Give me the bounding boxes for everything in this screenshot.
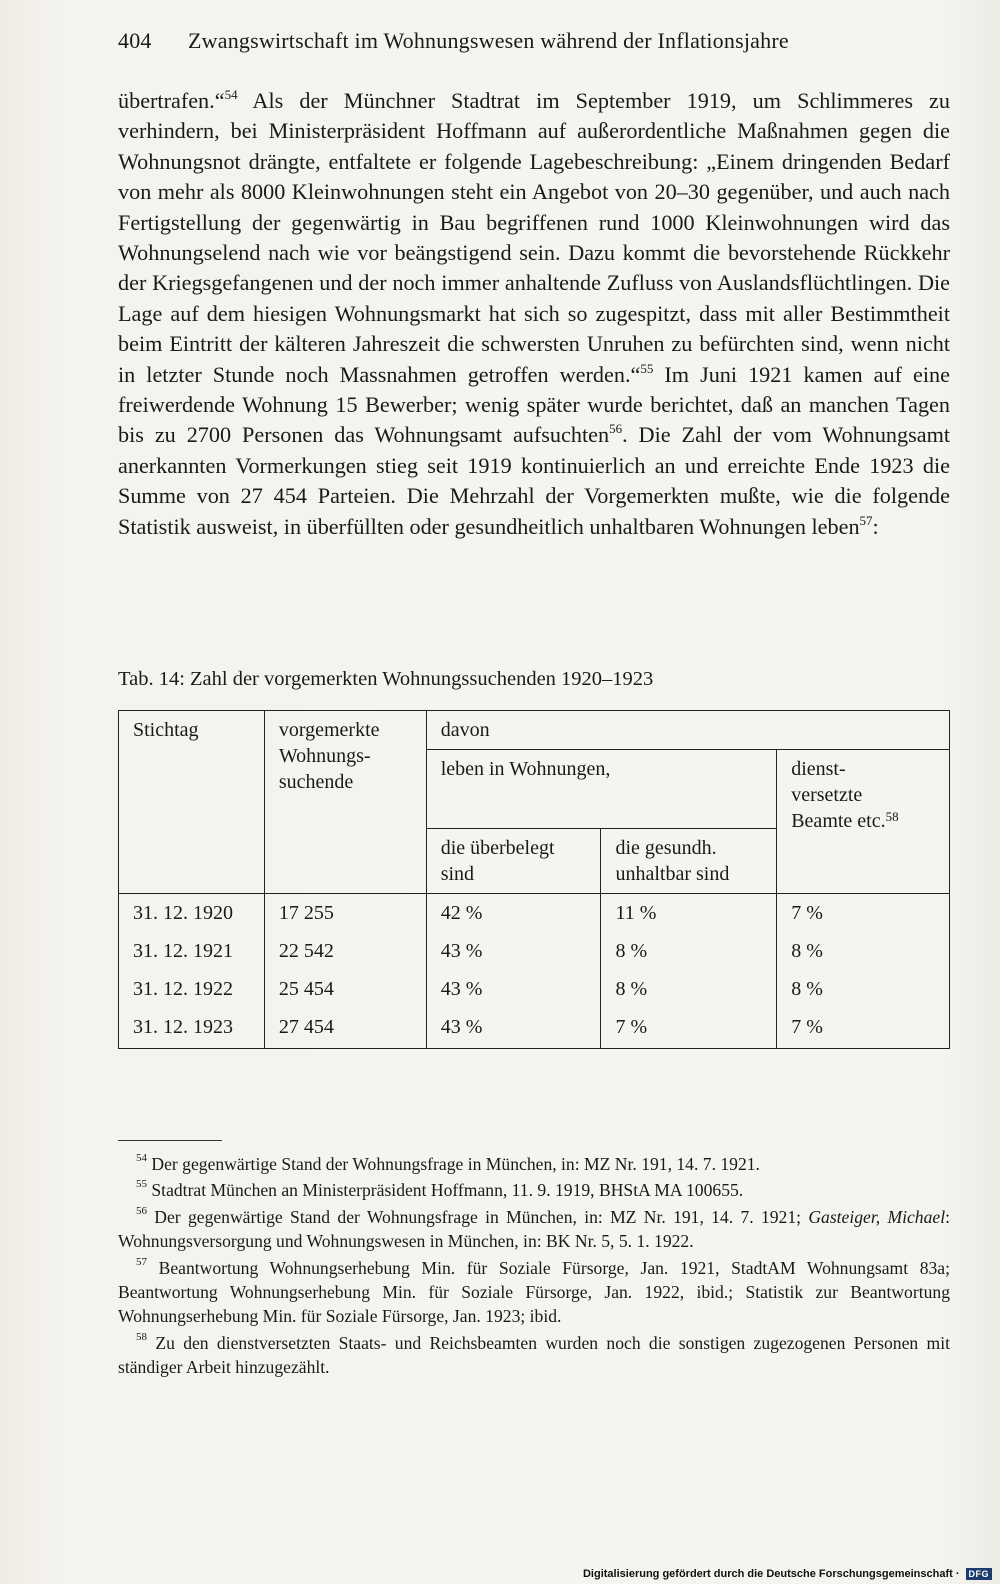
cell-stichtag: 31. 12. 1923 [119, 1010, 265, 1049]
footnote-number: 55 [136, 1178, 147, 1191]
footnote-text: Beantwortung Wohnungserhebung Min. für Soziale Fürsorge, Jan. 1921, StadtAM Wohnungsamt 83a; Beantwortung Wohnungserhebung Min. für Soziale Fürsorge, Jan. 1922, ibid.; Statistik zur Beantwortung Wohnungserhebung Min. für Soziale Fürsorge, Jan. 1923; ibid. [118, 1257, 950, 1327]
body-text-segment: Im Juni 1921 kamen auf eine freiwerdende Wohnung 15 Bewerber; wenig später wurde berichtet, daß an manchen Tagen bis zu 2700 Personen das Wohnungsamt aufsuchten [118, 361, 950, 448]
table-row [119, 934, 950, 972]
header-text: dienst- [791, 758, 846, 780]
cell-ueberbelegt: 43 % [426, 1010, 601, 1049]
body-text-segment: übertrafen.“ [118, 88, 225, 113]
header-text: unhaltbar sind [615, 863, 730, 885]
footnote-author: Gasteiger, Michael [808, 1206, 946, 1227]
header-gesundh [601, 829, 777, 894]
footnote-number: 57 [136, 1255, 147, 1268]
table-caption: Tab. 14: Zahl der vorgemerkten Wohnungssuchenden 1920–1923 [118, 668, 654, 690]
footnote-56 [118, 1205, 950, 1254]
footnote-text: Zu den dienstversetzten Staats- und Reichsbeamten wurden noch die sonstigen zugezogenen Personen mit ständiger Arbeit hinzugezählt. [118, 1332, 950, 1378]
running-title: Zwangswirtschaft im Wohnungswesen während der Inflationsjahre [188, 28, 789, 53]
header-text: Wohnungs- [278, 745, 371, 767]
table-header-row [119, 711, 950, 750]
footnote-ref-58: 58 [885, 809, 899, 824]
header-text: die überbelegt [440, 837, 555, 859]
cell-stichtag: 31. 12. 1922 [119, 972, 265, 1010]
footnote-number: 56 [136, 1204, 147, 1217]
cell-vorgemerkte: 25 454 [264, 972, 426, 1010]
cell-dienst: 8 % [777, 972, 950, 1010]
footnote-ref-56: 56 [609, 421, 623, 437]
body-paragraph [118, 86, 950, 542]
header-stichtag: Stichtag [119, 711, 265, 894]
cell-dienst: 7 % [777, 894, 950, 935]
footnote-57 [118, 1256, 950, 1329]
footnote-text: Der gegenwärtige Stand der Wohnungsfrage in München, in: MZ Nr. 191, 14. 7. 1921. [147, 1154, 760, 1174]
cell-gesundh: 11 % [601, 894, 777, 935]
cell-dienst: 8 % [777, 934, 950, 972]
header-text: sind [440, 863, 475, 885]
cell-vorgemerkte: 22 542 [264, 934, 426, 972]
body-text-segment: . Die Zahl der vom Wohnungsamt anerkannten Vormerkungen stieg seit 1919 kontinuierlich an und erreichte Ende 1923 die Summe von 27 454 Parteien. Die Mehrzahl der Vorgemerkten mußte, wie die folgende Statistik ausweist, in überfüllten oder gesundheitlich unhaltbaren Wohnungen leben [118, 422, 950, 539]
header-text: die gesundh. [615, 837, 717, 859]
cell-vorgemerkte: 17 255 [264, 894, 426, 935]
footnote-ref-57: 57 [859, 512, 873, 528]
cell-dienst: 7 % [777, 1010, 950, 1049]
credit-text: Digitalisierung gefördert durch die Deutsche Forschungsgemeinschaft · [582, 1568, 960, 1580]
header-text: Beamte etc. [791, 810, 886, 832]
footnote-58 [118, 1331, 950, 1380]
footnotes [118, 1152, 950, 1382]
body-text-segment: Als der Münchner Stadtrat im September 1919, um Schlimmeres zu verhindern, bei Ministerpräsident Hoffmann auf außerordentliche Maßnahmen gegen die Wohnungsnot drängte, entfaltete er folgende Lagebeschreibung: „Einem dringenden Bedarf von mehr als 8000 Kleinwohnungen steht ein Angebot von 20–30 gegenüber, und auch nach Fertigstellung der gegenwärtig in Bau begriffenen rund 1000 Kleinwohnungen wird das Wohnungselend nach wie vor beängstigend sein. Dazu kommt die bevorstehende Rückkehr der Kriegsgefangenen und der noch immer anhaltende Zufluss von Auslandsflüchtlingen. Die Lage auf dem hiesigen Wohnungsmarkt hat sich so zugespitzt, dass mit aller Bestimmtheit beim Eintritt der kälteren Jahreszeit die schwersten Unruhen zu befürchten sind, wenn nicht in letzter Stunde noch Massnahmen getroffen werden.“ [118, 88, 950, 387]
running-head [118, 28, 958, 54]
dfg-logo-icon: DFG [966, 1568, 993, 1580]
cell-ueberbelegt: 42 % [426, 894, 601, 935]
header-text: suchende [278, 771, 354, 793]
header-text: vorgemerkte [278, 719, 380, 741]
header-text: versetzte [791, 784, 863, 806]
header-ueberbelegt [426, 829, 601, 894]
footnote-divider [118, 1140, 222, 1141]
page-number: 404 [118, 28, 152, 53]
cell-vorgemerkte: 27 454 [264, 1010, 426, 1049]
header-leben: leben in Wohnungen, [426, 750, 777, 829]
footnote-55 [118, 1178, 950, 1202]
header-davon: davon [426, 711, 949, 750]
footnote-ref-54: 54 [224, 87, 238, 102]
footnote-text: Der gegenwärtige Stand der Wohnungsfrage in München, in: MZ Nr. 191, 14. 7. 1921; [147, 1206, 809, 1227]
cell-stichtag: 31. 12. 1921 [119, 934, 265, 972]
footnote-ref-55: 55 [640, 360, 654, 376]
header-dienst [777, 750, 950, 894]
cell-ueberbelegt: 43 % [426, 934, 601, 972]
footnote-54 [118, 1152, 950, 1176]
digitization-credit [583, 1568, 992, 1580]
cell-gesundh: 8 % [601, 972, 777, 1010]
table-row [119, 972, 950, 1010]
body-text-segment: : [872, 513, 879, 539]
footnote-number: 54 [136, 1152, 147, 1164]
footnote-text: : Wohnungsversorgung und Wohnungswesen in München, in: BK Nr. 5, 5. 1. 1922. [118, 1206, 950, 1252]
body-text [118, 86, 950, 542]
table-row [119, 894, 950, 935]
header-vorgemerkte [264, 711, 426, 894]
footnote-text: Stadtrat München an Ministerpräsident Hoffmann, 11. 9. 1919, BHStA MA 100655. [147, 1180, 744, 1201]
cell-gesundh: 8 % [601, 934, 777, 972]
table-row [119, 1010, 950, 1049]
cell-stichtag: 31. 12. 1920 [119, 894, 265, 935]
statistics-table [118, 710, 950, 1049]
footnote-number: 58 [136, 1330, 147, 1343]
cell-ueberbelegt: 43 % [426, 972, 601, 1010]
cell-gesundh: 7 % [601, 1010, 777, 1049]
